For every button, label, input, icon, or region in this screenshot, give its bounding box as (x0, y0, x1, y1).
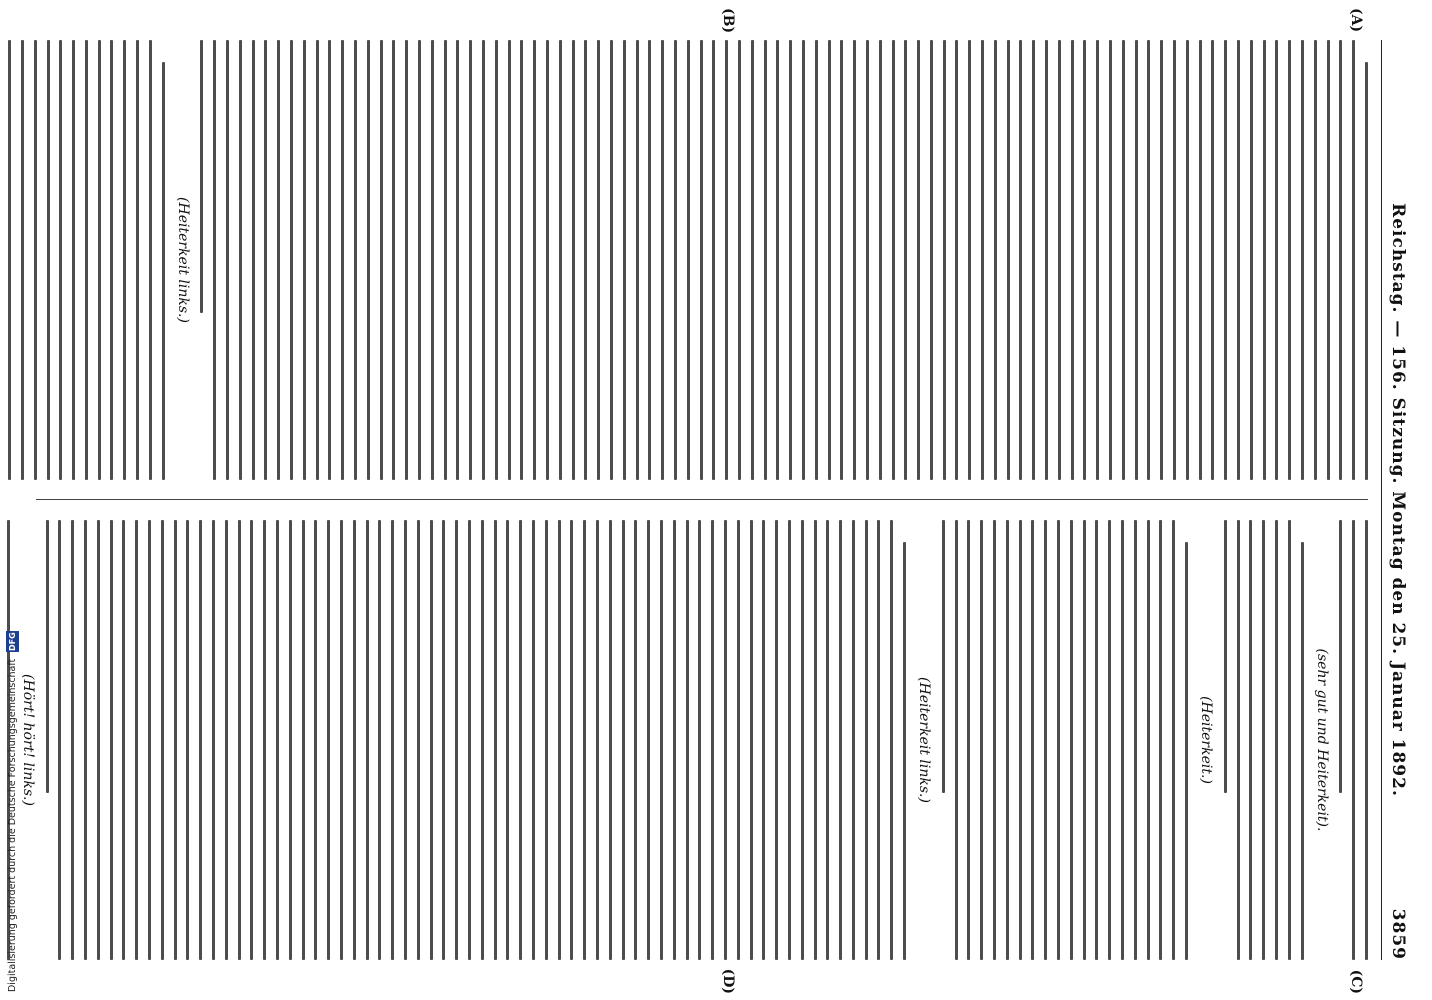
interjection: (sehr gut und Heiterkeit). (1313, 648, 1330, 832)
interjection: (Heiterkeit links.) (916, 677, 933, 803)
running-header (1381, 40, 1412, 960)
digitization-credit (6, 631, 19, 992)
margin-mark-a: (A) (1348, 8, 1364, 33)
margin-mark-b: (B) (720, 8, 736, 34)
interjection: (Hört! hört! links.) (19, 674, 36, 806)
interjection: (Heiterkeit.) (1198, 696, 1215, 784)
text-block (1224, 520, 1304, 960)
column-left (36, 40, 1368, 480)
dfg-logo: DFG (8, 631, 17, 651)
credit-text: Digitalisierung gefördert durch die Deutsche Forschungsgemeinschaft (7, 658, 18, 992)
text-block (1339, 520, 1368, 960)
text-block (200, 40, 1368, 480)
text-block (942, 520, 1188, 960)
text-block (0, 40, 165, 480)
margin-mark-d: (D) (720, 968, 736, 994)
header-title: Reichstag. — 156. Sitzung. Montag den 25. Januar 1892. (1388, 203, 1408, 797)
column-divider (36, 499, 1368, 500)
text-block (46, 520, 906, 960)
printed-sheet (6, 0, 1426, 1000)
margin-mark-c: (C) (1348, 969, 1364, 994)
page-number: 3859 (1388, 908, 1408, 960)
interjection: (Heiterkeit links.) (174, 197, 191, 323)
column-right (19, 520, 1368, 960)
